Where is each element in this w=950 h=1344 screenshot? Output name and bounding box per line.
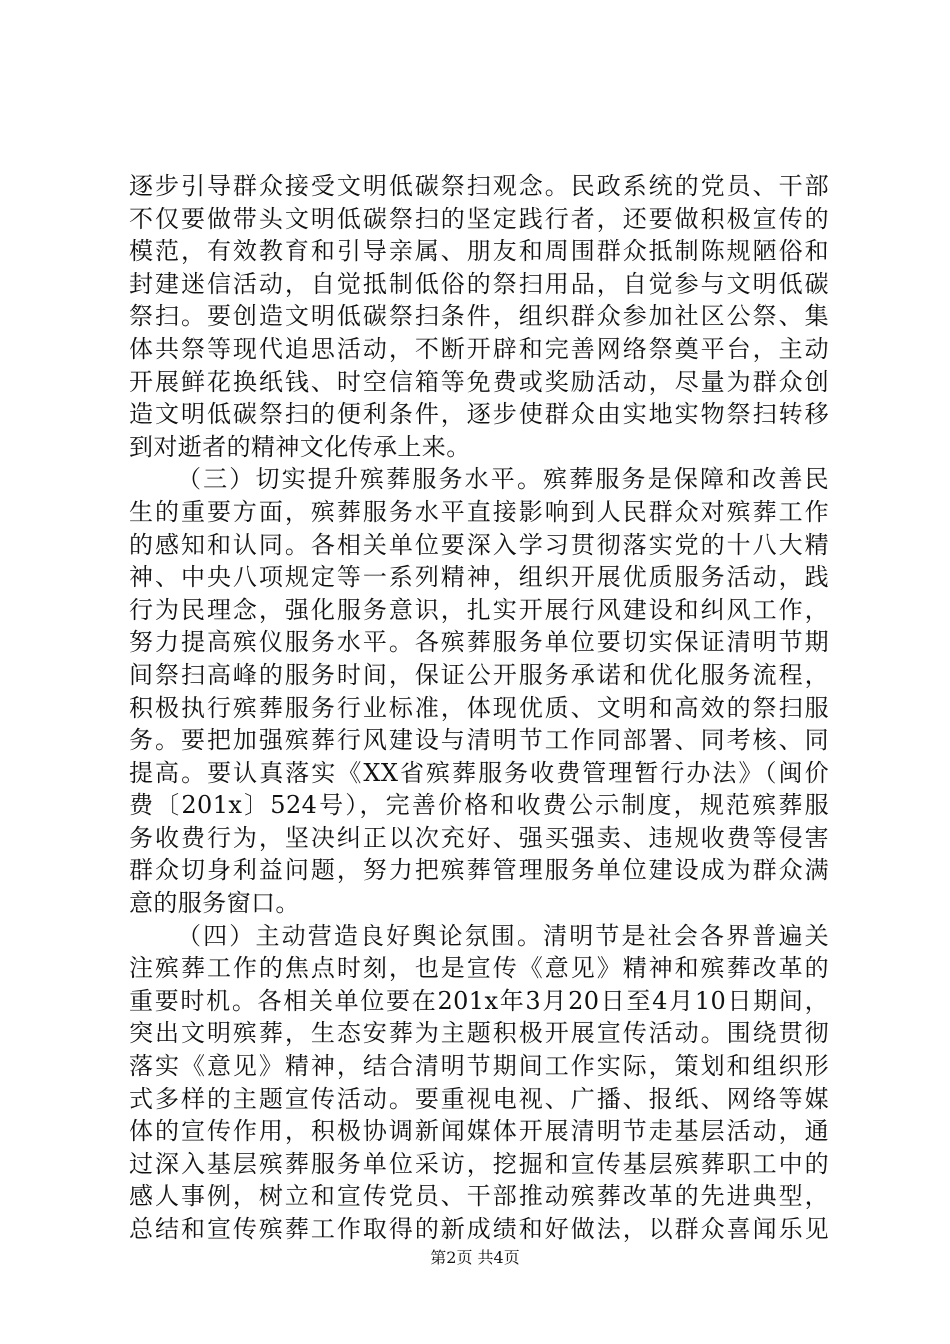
text-line: 神、中央八项规定等一系列精神，组织开展优质服务活动，践 xyxy=(129,563,829,592)
text-line: 开展鲜花换纸钱、时空信箱等免费或奖励活动，尽量为群众创 xyxy=(129,367,829,396)
text-line: 提高。要认真落实《XX省殡葬服务收费管理暂行办法》（闽价 xyxy=(129,758,829,787)
text-line: 到对逝者的精神文化传承上来。 xyxy=(129,432,471,461)
text-line: 造文明低碳祭扫的便利条件，逐步使群众由实地实物祭扫转移 xyxy=(129,400,829,429)
text-line: 务。要把加强殡葬行风建设与清明节工作同部署、同考核、同 xyxy=(129,726,829,755)
page-number-label: 第2页 共4页 xyxy=(430,1248,520,1267)
text-line: 逐步引导群众接受文明低碳祭扫观念。民政系统的党员、干部 xyxy=(129,172,829,200)
body-text xyxy=(129,170,829,1246)
section-heading-line: （四）主动营造良好舆论氛围。清明节是社会各界普遍关 xyxy=(177,921,829,950)
text-line: 生的重要方面，殡葬服务水平直接影响到人民群众对殡葬工作 xyxy=(129,497,829,526)
text-line: 过深入基层殡葬服务单位采访，挖掘和宣传基层殡葬职工中的 xyxy=(129,1149,829,1178)
text-line: 务收费行为，坚决纠正以次充好、强买强卖、违规收费等侵害 xyxy=(129,823,829,852)
text-line: 意的服务窗口。 xyxy=(129,889,300,918)
text-line: 重要时机。各相关单位要在201x年3月20日至4月10日期间， xyxy=(129,986,829,1015)
text-line: 间祭扫高峰的服务时间，保证公开服务承诺和优化服务流程， xyxy=(129,660,829,689)
text-line: 体的宣传作用，积极协调新闻媒体开展清明节走基层活动，通 xyxy=(129,1117,829,1146)
text-line: 模范，有效教育和引导亲属、朋友和周围群众抵制陈规陋俗和 xyxy=(129,237,829,266)
text-line: 的感知和认同。各相关单位要深入学习贯彻落实党的十八大精 xyxy=(129,530,829,559)
text-line: 总结和宣传殡葬工作取得的新成绩和好做法，以群众喜闻乐见 xyxy=(129,1215,829,1243)
text-line: 努力提高殡仪服务水平。各殡葬服务单位要切实保证清明节期 xyxy=(129,628,829,657)
text-line: 封建迷信活动，自觉抵制低俗的祭扫用品，自觉参与文明低碳 xyxy=(129,269,829,298)
text-line: 祭扫。要创造文明低碳祭扫条件，组织群众参加社区公祭、集 xyxy=(129,302,829,331)
text-line: 不仅要做带头文明低碳祭扫的坚定践行者，还要做积极宣传的 xyxy=(129,204,829,233)
page-footer xyxy=(0,1248,950,1268)
text-line: 体共祭等现代追思活动，不断开辟和完善网络祭奠平台，主动 xyxy=(129,334,829,363)
text-line: 落实《意见》精神，结合清明节期间工作实际，策划和组织形 xyxy=(129,1052,829,1081)
text-line: 群众切身利益问题，努力把殡葬管理服务单位建设成为群众满 xyxy=(129,856,829,885)
text-line: 注殡葬工作的焦点时刻，也是宣传《意见》精神和殡葬改革的 xyxy=(129,954,829,983)
text-line: 积极执行殡葬服务行业标准，体现优质、文明和高效的祭扫服 xyxy=(129,693,829,722)
text-line: 式多样的主题宣传活动。要重视电视、广播、报纸、网络等媒 xyxy=(129,1084,829,1113)
text-line: 感人事例，树立和宣传党员、干部推动殡葬改革的先进典型， xyxy=(129,1182,829,1211)
text-line: 行为民理念，强化服务意识，扎实开展行风建设和纠风工作， xyxy=(129,595,829,624)
section-heading-line: （三）切实提升殡葬服务水平。殡葬服务是保障和改善民 xyxy=(177,465,829,494)
text-line: 突出文明殡葬，生态安葬为主题积极开展宣传活动。围绕贯彻 xyxy=(129,1019,829,1048)
text-line: 费〔201x〕524号），完善价格和收费公示制度，规范殡葬服 xyxy=(129,791,829,820)
